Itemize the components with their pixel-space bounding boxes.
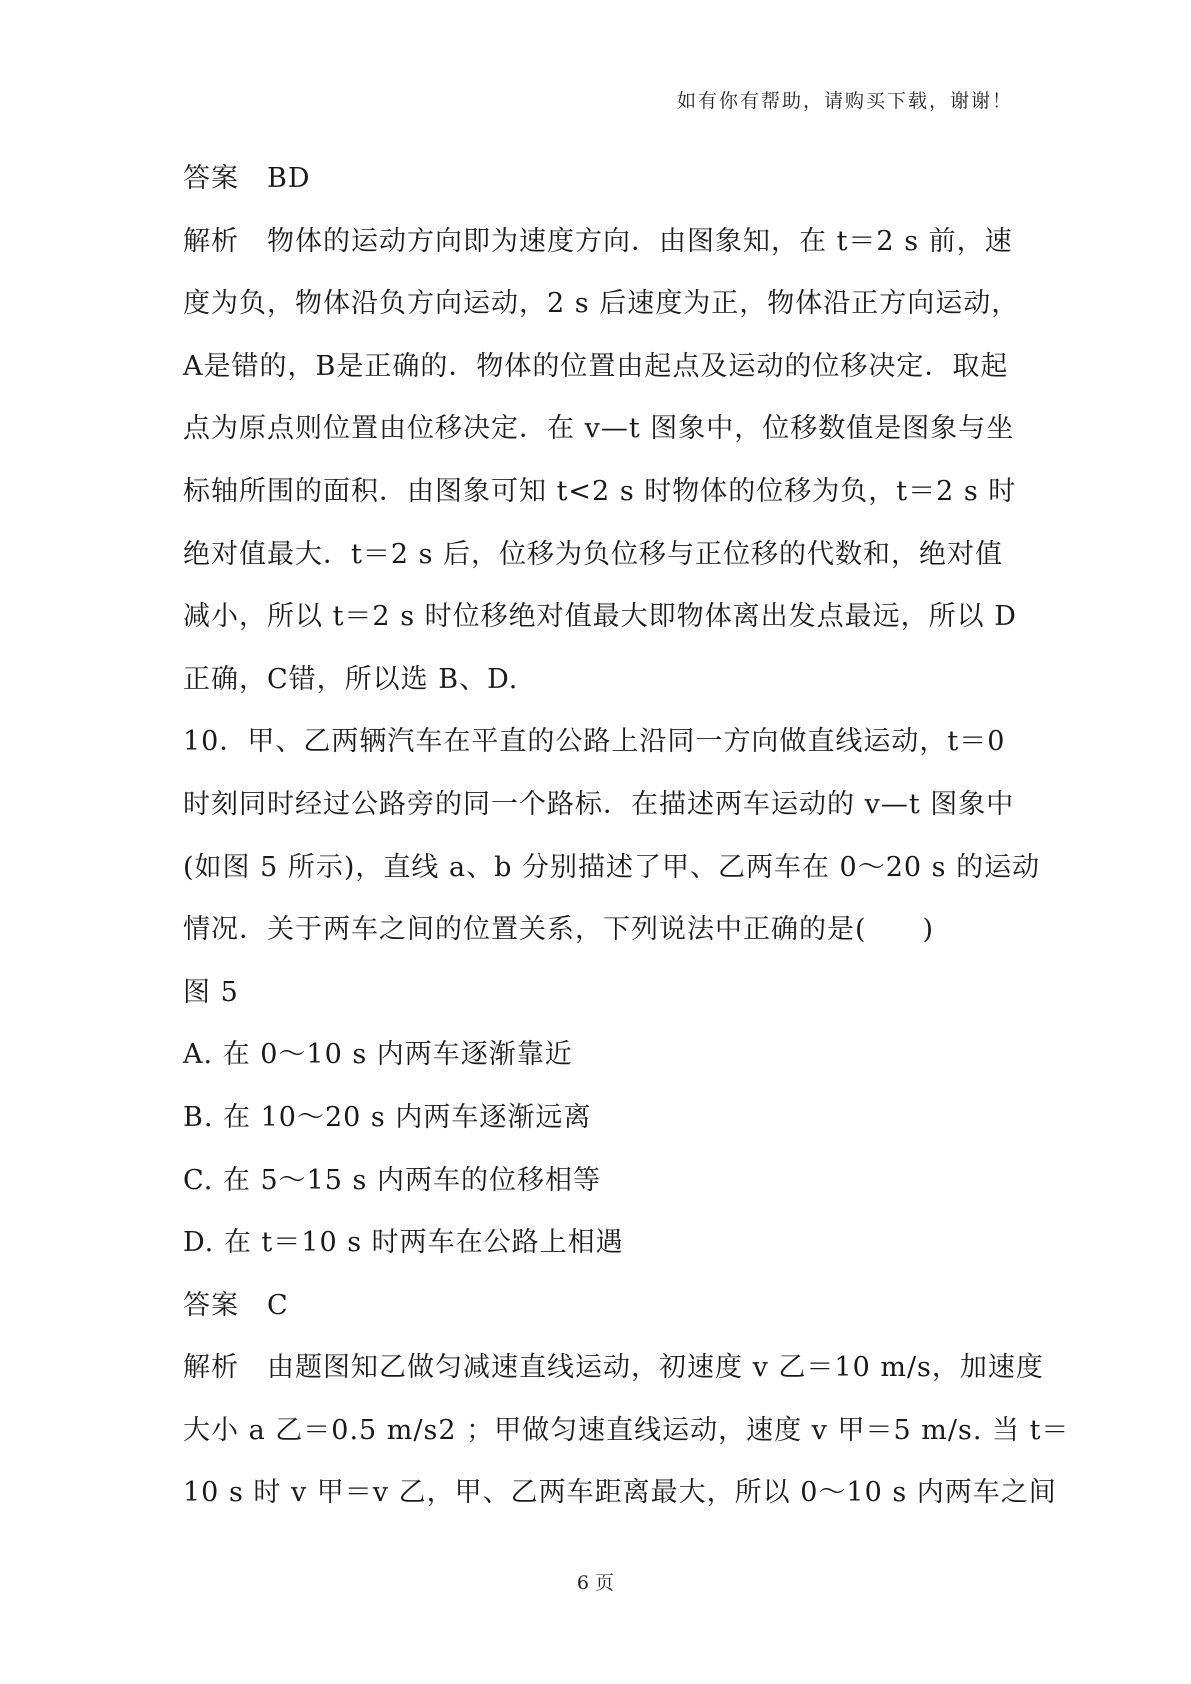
text-line: 绝对值最大．t＝2 s 后，位移为负位移与正位移的代数和，绝对值 [183,538,1004,570]
analysis-line: 10 s 时 v 甲＝v 乙，甲、乙两车距离最大，所以 0～10 s 内两车之间 [183,1477,1057,1509]
text-line: 答案 BD [183,163,311,194]
figure-caption: 图 5 [183,976,239,1008]
option-a: A. 在 0～10 s 内两车逐渐靠近 [183,1039,573,1071]
text-line: 度为负，物体沿负方向运动，2 s 后速度为正，物体沿正方向运动， [183,288,1020,320]
text-line: 标轴所围的面积．由图象可知 t<2 s 时物体的位移为负，t＝2 s 时 [183,475,1017,507]
option-d: D. 在 t＝10 s 时两车在公路上相遇 [183,1227,624,1259]
analysis-line: 大小 a 乙＝0.5 m/s2 ；甲做匀速直线运动，速度 v 甲＝5 m/s. 当 t＝ [183,1414,1070,1446]
page-number: 6 页 [576,1572,615,1594]
text-line: 减小，所以 t＝2 s 时位移绝对值最大即物体离出发点最远，所以 D [183,601,1017,633]
option-c: C. 在 5～15 s 内两车的位移相等 [183,1164,601,1196]
text-line: 正确，C错，所以选 B、D. [183,663,519,695]
question-line: 时刻同时经过公路旁的同一个路标．在描述两车运动的 v—t 图象中 [183,788,1015,820]
text-line: 解析 物体的运动方向即为速度方向．由图象知，在 t＝2 s 前，速 [183,225,1013,257]
question-line: (如图 5 所示)，直线 a、b 分别描述了甲、乙两车在 0～20 s 的运动 [183,851,1041,883]
text-line: A是错的，B是正确的．物体的位置由起点及运动的位移决定．取起 [183,350,1009,382]
document-body [183,148,1070,1525]
question-line: 情况．关于两车之间的位置关系，下列说法中正确的是( ) [183,914,935,946]
text-line: 点为原点则位置由位移决定．在 v—t 图象中，位移数值是图象与坐 [183,413,1015,445]
option-b: B. 在 10～20 s 内两车逐渐远离 [183,1101,592,1133]
question-line: 10．甲、乙两辆汽车在平直的公路上沿同一方向做直线运动，t＝0 [183,726,1006,758]
answer-line: 答案 C [183,1289,289,1321]
analysis-line: 解析 由题图知乙做匀减速直线运动，初速度 v 乙＝10 m/s，加速度 [183,1352,1044,1384]
header-note: 如有你有帮助，请购买下载，谢谢！ [676,90,1013,112]
